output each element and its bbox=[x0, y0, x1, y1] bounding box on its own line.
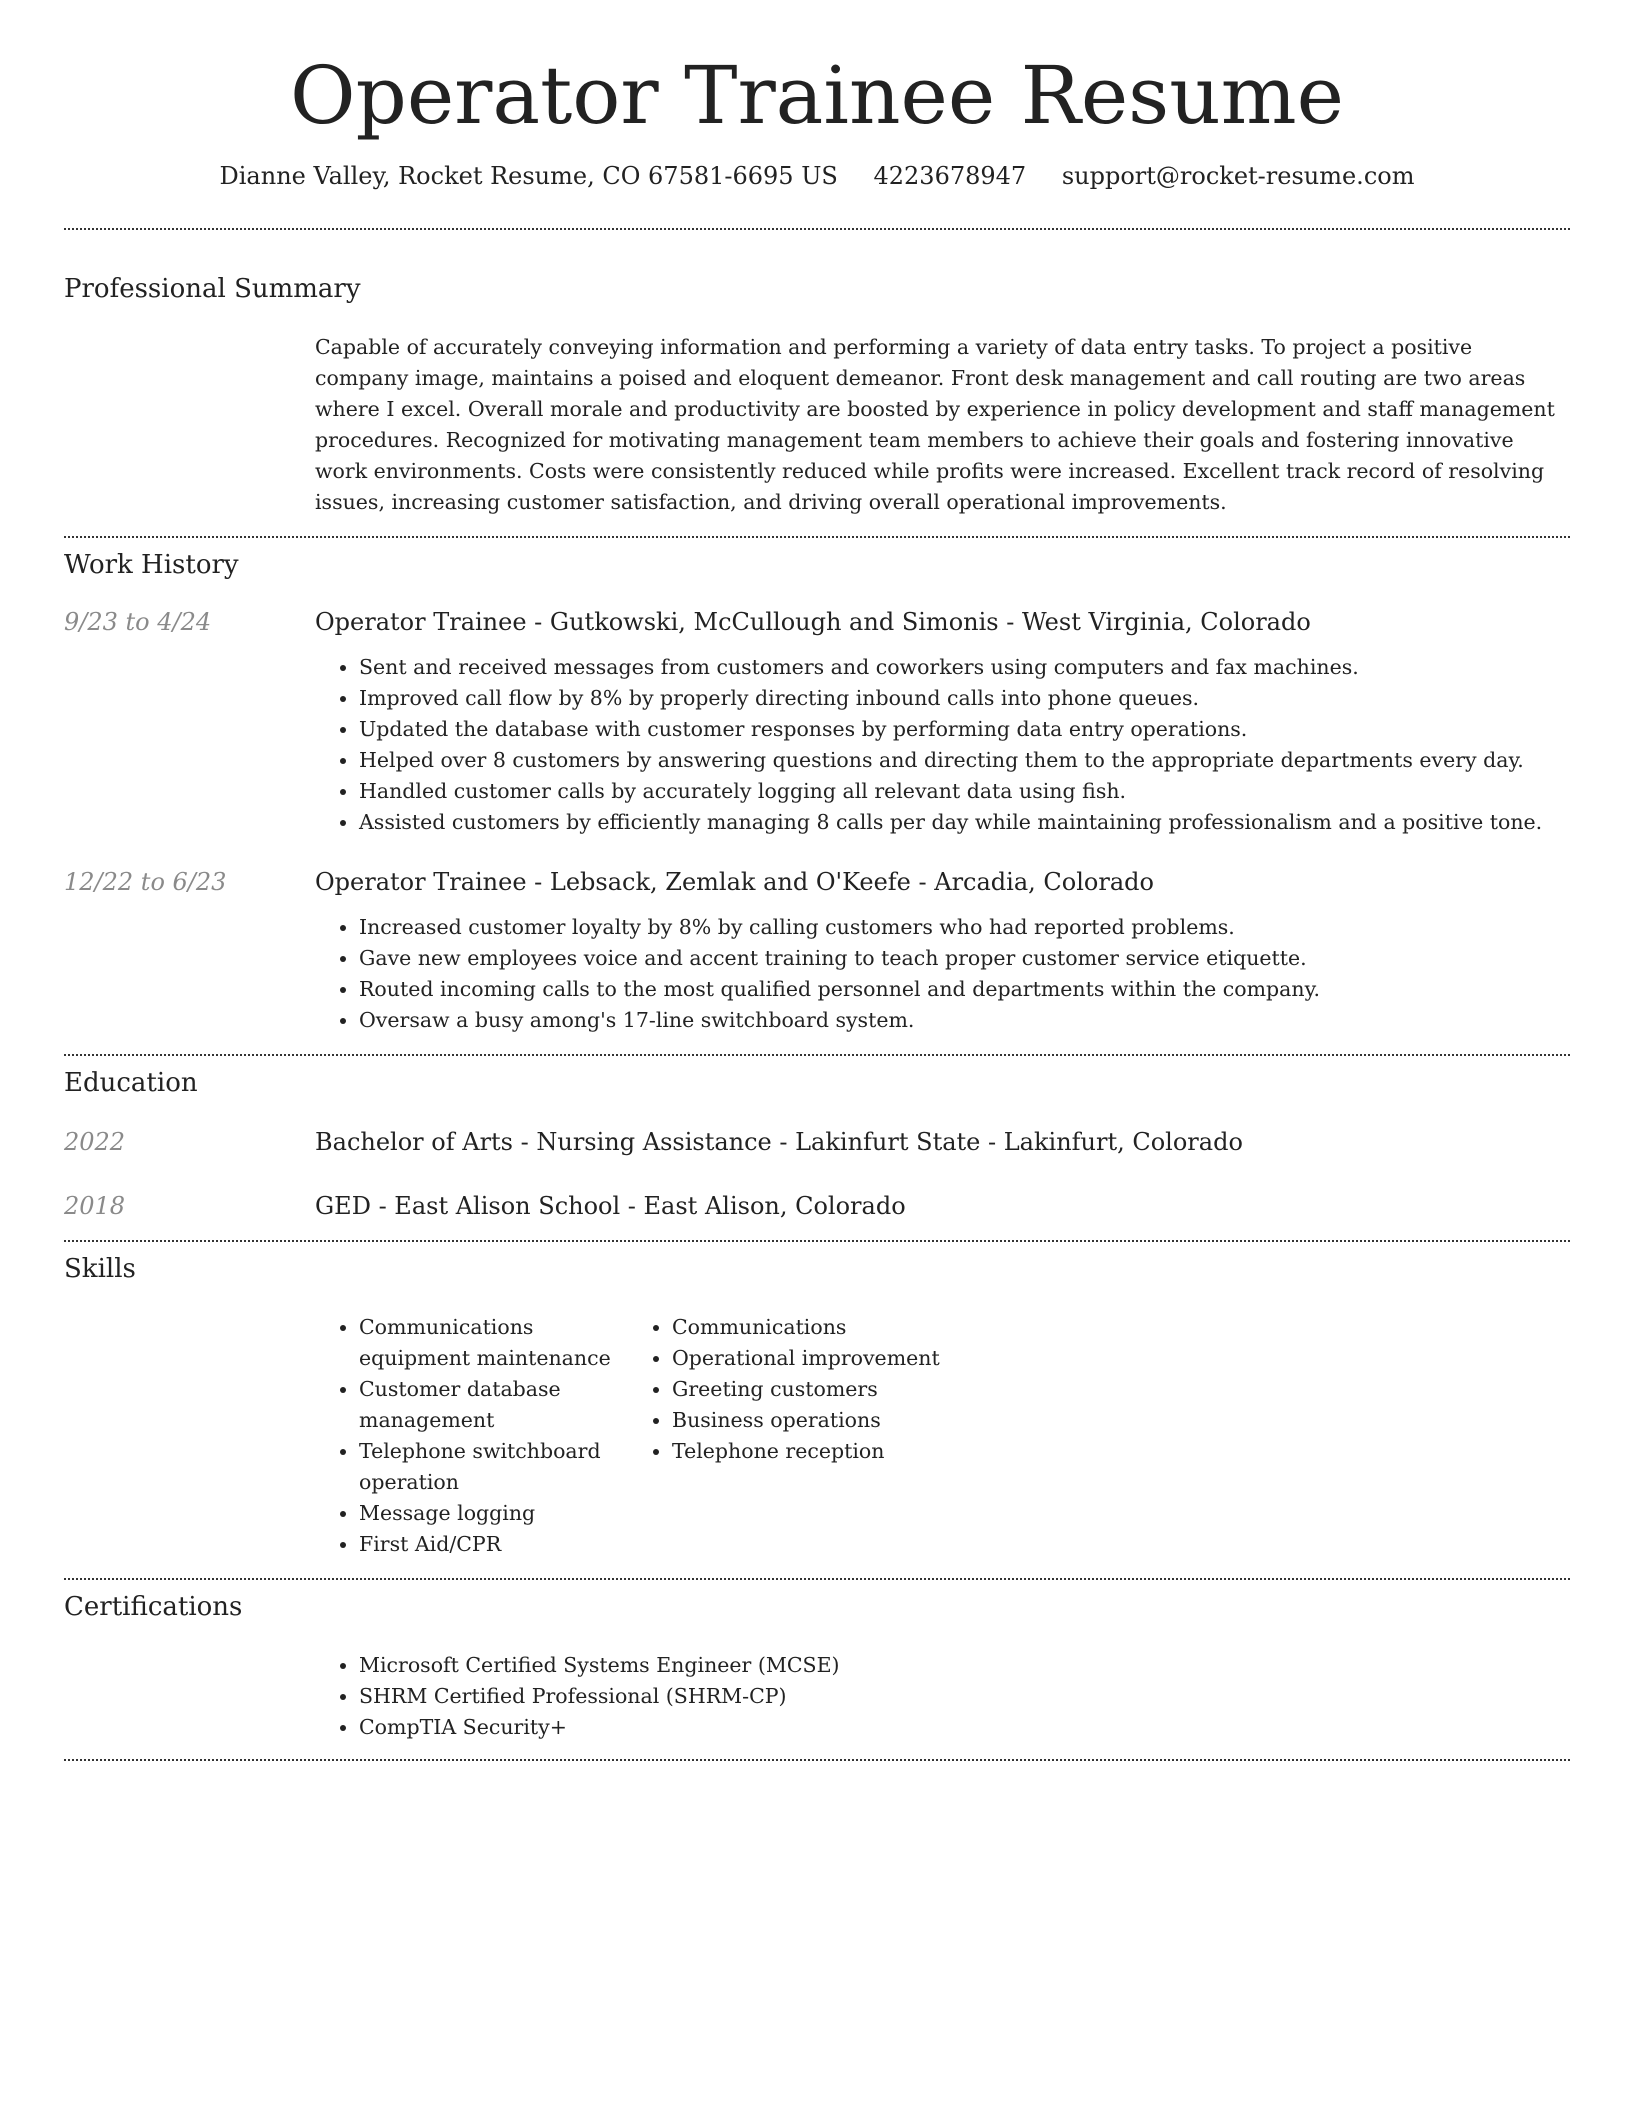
list-item: • Telephone reception bbox=[672, 1436, 940, 1467]
list-item: • Helped over 8 customers by answering questions and directing them to the appropriate departments every day. bbox=[359, 745, 1570, 776]
list-item: • Greeting customers bbox=[672, 1374, 940, 1405]
job-dates: 9/23 to 4/24 bbox=[64, 608, 212, 636]
section-heading-education: Education bbox=[64, 1068, 198, 1098]
divider bbox=[64, 1240, 1570, 1242]
list-item: • Operational improvement bbox=[672, 1343, 940, 1374]
list-item: • Assisted customers by efficiently managing 8 calls per day while maintaining professionalism and a positive tone. bbox=[359, 807, 1570, 838]
education-title: GED - East Alison School - East Alison, Colorado bbox=[315, 1192, 906, 1220]
list-item: • Communications equipment maintenance bbox=[359, 1312, 646, 1374]
list-item: • Gave new employees voice and accent training to teach proper customer service etiquette. bbox=[359, 943, 1570, 974]
job-dates: 12/22 to 6/23 bbox=[64, 868, 227, 896]
section-heading-summary: Professional Summary bbox=[64, 274, 361, 304]
list-item: • Oversaw a busy among's 17-line switchboard system. bbox=[359, 1005, 1570, 1036]
certifications-list bbox=[64, 1650, 1570, 1743]
education-entry bbox=[64, 1192, 1570, 1220]
list-item: • CompTIA Security+ bbox=[359, 1712, 1570, 1743]
divider bbox=[64, 1054, 1570, 1056]
education-title: Bachelor of Arts - Nursing Assistance - Lakinfurt State - Lakinfurt, Colorado bbox=[315, 1128, 1243, 1156]
divider bbox=[64, 536, 1570, 538]
list-item: • Improved call flow by 8% by properly directing inbound calls into phone queues. bbox=[359, 683, 1570, 714]
list-item: • Handled customer calls by accurately logging all relevant data using fish. bbox=[359, 776, 1570, 807]
list-item: • Sent and received messages from customers and coworkers using computers and fax machines. bbox=[359, 652, 1570, 683]
section-heading-certifications: Certifications bbox=[64, 1592, 243, 1622]
list-item: • Increased customer loyalty by 8% by calling customers who had reported problems. bbox=[359, 912, 1570, 943]
divider bbox=[64, 228, 1570, 230]
job-bullets bbox=[64, 912, 1570, 1036]
resume-page bbox=[64, 0, 1570, 1761]
job-bullets bbox=[64, 652, 1570, 838]
divider bbox=[64, 1759, 1570, 1761]
list-item: • Updated the database with customer responses by performing data entry operations. bbox=[359, 714, 1570, 745]
list-item: • First Aid/CPR bbox=[359, 1529, 646, 1560]
list-item: • Microsoft Certified Systems Engineer (MCSE) bbox=[359, 1650, 1570, 1681]
section-heading-work: Work History bbox=[64, 550, 239, 580]
contact-phone: 4223678947 bbox=[873, 162, 1027, 190]
contact-email: support@rocket-resume.com bbox=[1061, 162, 1415, 190]
section-heading-skills: Skills bbox=[64, 1254, 136, 1284]
job-entry bbox=[64, 868, 1570, 896]
list-item: • SHRM Certified Professional (SHRM-CP) bbox=[359, 1681, 1570, 1712]
skills-column-left bbox=[64, 1312, 646, 1560]
contact-address: Dianne Valley, Rocket Resume, CO 67581-6695 US bbox=[219, 162, 838, 190]
job-title: Operator Trainee - Lebsack, Zemlak and O'Keefe - Arcadia, Colorado bbox=[315, 868, 1154, 896]
education-year: 2018 bbox=[64, 1192, 126, 1220]
page-title: Operator Trainee Resume bbox=[290, 49, 1344, 142]
list-item: • Telephone switchboard operation bbox=[359, 1436, 646, 1498]
contact-line bbox=[64, 162, 1570, 190]
skills-list bbox=[64, 1312, 1570, 1560]
education-year: 2022 bbox=[64, 1128, 126, 1156]
job-title: Operator Trainee - Gutkowski, McCullough and Simonis - West Virginia, Colorado bbox=[315, 608, 1311, 636]
summary-text: Capable of accurately conveying information and performing a variety of data entry tasks. To project a positive company image, maintains a poised and eloquent demeanor. Front desk management and call routing are two areas where I excel. Overall morale and productivity are boosted by experience in policy development and staff management procedures. Recognized for motivating management team members to achieve their goals and fostering innovative work environments. Costs were consistently reduced while profits were increased. Excellent track record of resolving issues, increasing customer satisfaction, and driving overall operational improvements. bbox=[315, 335, 1555, 514]
list-item: • Business operations bbox=[672, 1405, 940, 1436]
divider bbox=[64, 1578, 1570, 1580]
job-entry bbox=[64, 608, 1570, 636]
list-item: • Routed incoming calls to the most qualified personnel and departments within the company. bbox=[359, 974, 1570, 1005]
education-entry bbox=[64, 1128, 1570, 1156]
skills-column-right bbox=[646, 1312, 940, 1560]
list-item: • Message logging bbox=[359, 1498, 646, 1529]
list-item: • Customer database management bbox=[359, 1374, 646, 1436]
list-item: • Communications bbox=[672, 1312, 940, 1343]
